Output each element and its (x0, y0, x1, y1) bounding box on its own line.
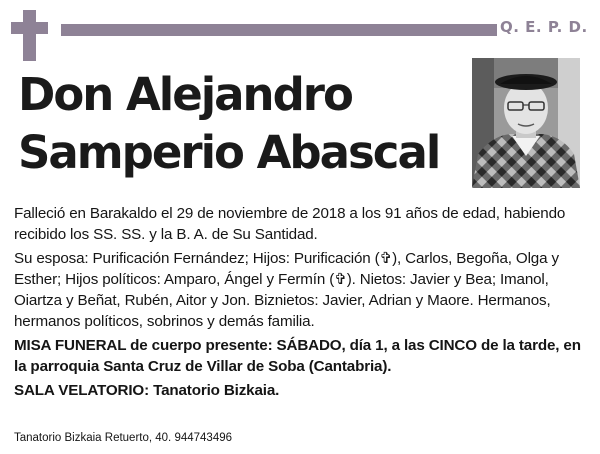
death-notice-paragraph: Falleció en Barakaldo el 29 de noviembre de 2018 a los 91 años de edad, habiendo recibido los SS. SS. y la B. A. de Su Santidad. (14, 205, 566, 243)
deceased-name-line2: Samperio Abascal (18, 126, 440, 179)
deceased-name (18, 66, 458, 182)
funeral-paragraph: MISA FUNERAL de cuerpo presente: SÁBADO, día 1, a las CINCO de la tarde, en la parroquia Santa Cruz de Villar de Soba (Cantabria). (14, 337, 581, 375)
obituary-body (14, 203, 592, 404)
deceased-name-line1: Don Alejandro (18, 68, 352, 121)
cross-horizontal-bar (11, 22, 48, 34)
footer-contact: Tanatorio Bizkaia Retuerto, 40. 944743496 (14, 432, 233, 444)
cross-vertical-bar (23, 10, 36, 61)
family-paragraph: Su esposa: Purificación Fernández; Hijos: Purificación (✞), Carlos, Begoña, Olga y Esther; Hijos políticos: Amparo, Ángel y Fermín (✞). Nietos: Javier y Bea; Imanol, Oiartza y Beñat, Rubén, Aitor y Jon. Biznietos: Javier, Adrian y Maore. Hermanos, hermanos políticos, sobrinos y demás familia. (14, 250, 559, 330)
wake-paragraph: SALA VELATORIO: Tanatorio Bizkaia. (14, 382, 280, 399)
deceased-portrait (472, 58, 580, 188)
qepd-label: Q. E. P. D. (500, 18, 588, 36)
header-rule (61, 24, 497, 36)
